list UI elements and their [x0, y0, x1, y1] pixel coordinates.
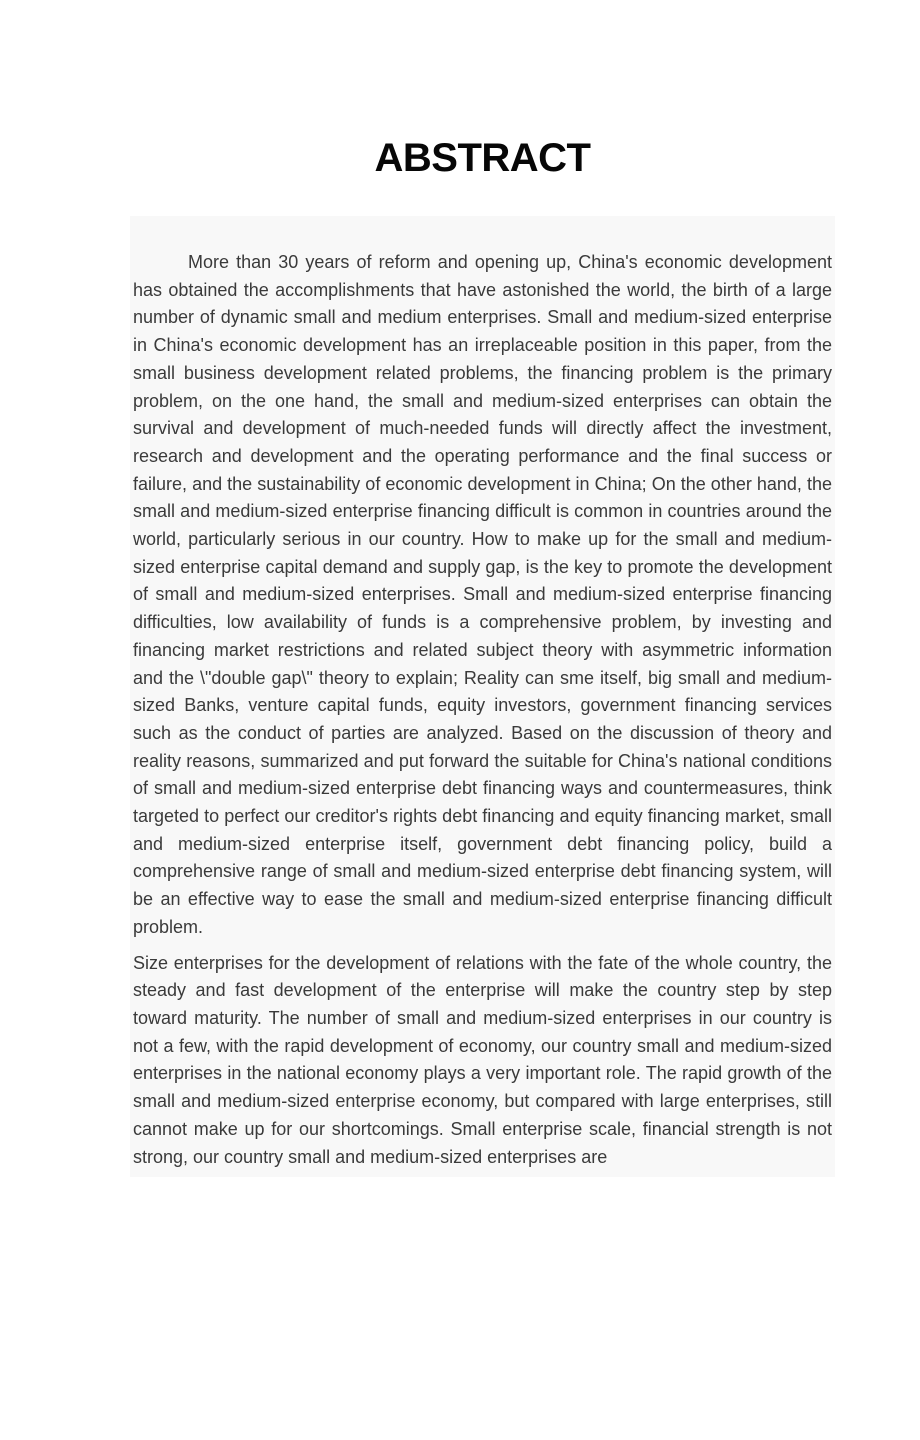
document-content — [130, 138, 835, 1177]
abstract-paragraph-2: Size enterprises for the development of relations with the fate of the whole country, the steady and fast development of the enterprise will make the country step by step toward maturity. The number of small and medium-sized enterprises in our country is not a few, with the rapid development of economy, our country small and medium-sized enterprises in the national economy plays a very important role. The rapid growth of the small and medium-sized enterprise economy, but compared with large enterprises, still cannot make up for our shortcomings. Small enterprise scale, financial strength is not strong, our country small and medium-sized enterprises are — [133, 952, 832, 1167]
page-title: ABSTRACT — [374, 136, 591, 180]
abstract-paragraph-1: More than 30 years of reform and opening up, China's economic development has obtained the accomplishments that have astonished the world, the birth of a large number of dynamic small and medium enterprises. Small and medium-sized enterprise in China's economic development has an irreplaceable position in this paper, from the small business development related problems, the financing problem is the primary problem, on the one hand, the small and medium-sized enterprises can obtain the survival and development of much-needed funds will directly affect the investment, research and development and the operating performance and the final success or failure, and the sustainability of economic development in China; On the other hand, the small and medium-sized enterprise financing difficult is common in countries around the world, particularly serious in our country. How to make up for the small and medium-sized enterprise capital demand and supply gap, is the key to promote the development of small and medium-sized enterprises. Small and medium-sized enterprise financing difficulties, low availability of funds is a comprehensive problem, by investing and financing market restrictions and related subject theory with asymmetric information and the \"double gap\" theory to explain; Reality can sme itself, big small and medium-sized Banks, venture capital funds, equity investors, government financing services such as the conduct of parties are analyzed. Based on the discussion of theory and reality reasons, summarized and put forward the suitable for China's national conditions of small and medium-sized enterprise debt financing ways and countermeasures, think targeted to perfect our creditor's rights debt financing and equity financing market, small and medium-sized enterprise itself, government debt financing policy, build a comprehensive range of small and medium-sized enterprise debt financing system, will be an effective way to ease the small and medium-sized enterprise financing difficult problem. — [133, 252, 832, 937]
document-page — [0, 138, 920, 1177]
abstract-panel — [130, 216, 835, 1177]
